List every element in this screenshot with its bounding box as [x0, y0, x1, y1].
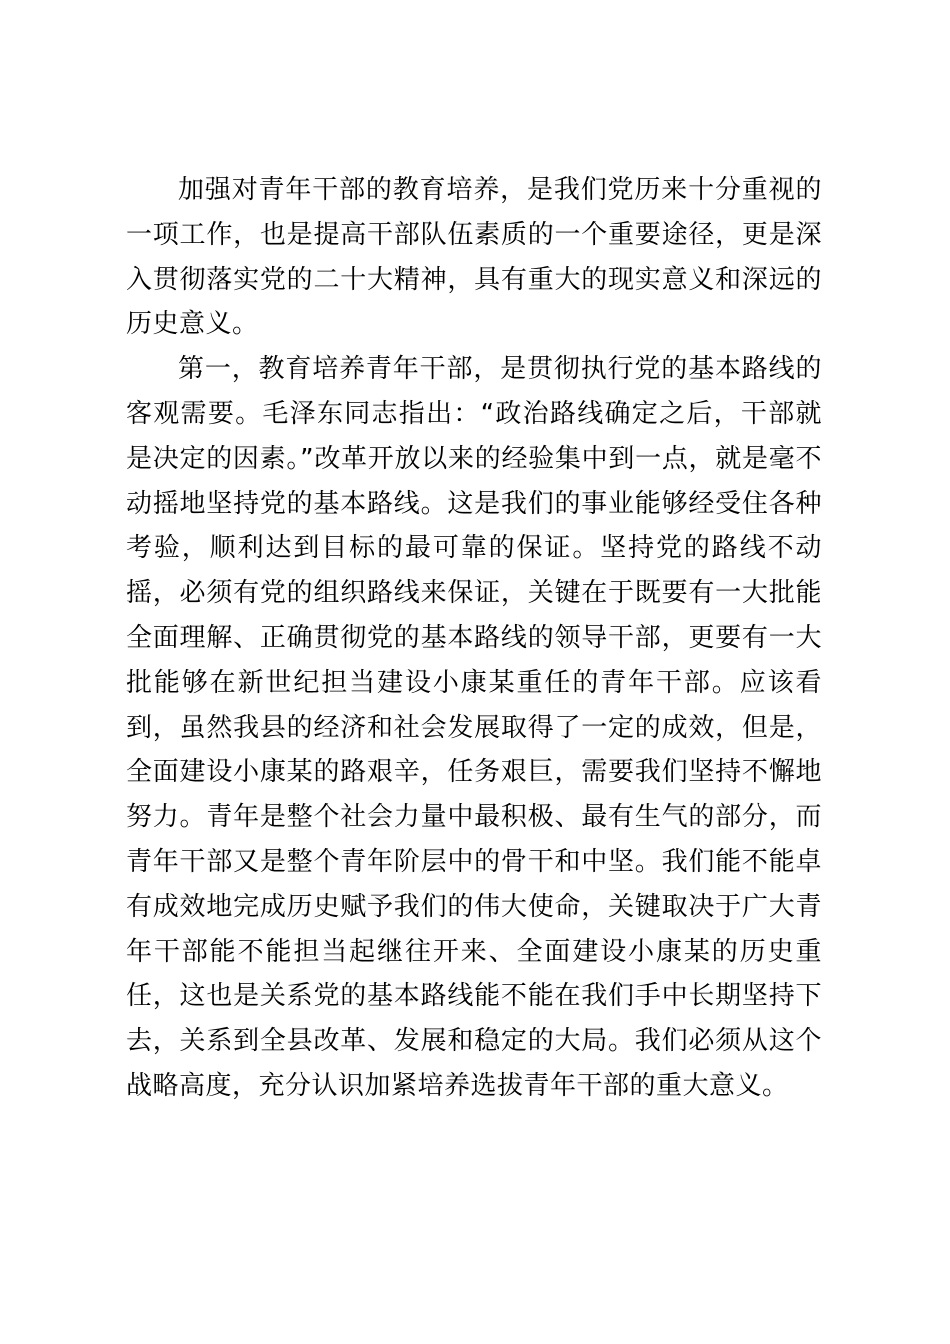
paragraph-intro: 加强对青年干部的教育培养，是我们党历来十分重视的一项工作，也是提高干部队伍素质的一个重要途径，更是深入贯彻落实党的二十大精神，具有重大的现实意义和深远的历史意义。 [126, 175, 822, 340]
paragraph-first-point: 第一，教育培养青年干部，是贯彻执行党的基本路线的客观需要。毛泽东同志指出：“政治路线确定之后，干部就是决定的因素。”改革开放以来的经验集中到一点，就是毫不动摇地坚持党的基本路线。这是我们的事业能够经受住各种考验，顺利达到目标的最可靠的保证。坚持党的路线不动摇，必须有党的组织路线来保证，关键在于既要有一大批能全面理解、正确贯彻党的基本路线的领导干部，更要有一大批能够在新世纪担当建设小康某重任的青年干部。应该看到，虽然我县的经济和社会发展取得了一定的成效，但是，全面建设小康某的路艰辛，任务艰巨，需要我们坚持不懈地努力。青年是整个社会力量中最积极、最有生气的部分，而青年干部又是整个青年阶层中的骨干和中坚。我们能不能卓有成效地完成历史赋予我们的伟大使命，关键取决于广大青年干部能不能担当起继往开来、全面建设小康某的历史重任，这也是关系党的基本路线能不能在我们手中长期坚持下去，关系到全县改革、发展和稳定的大局。我们必须从这个战略高度，充分认识加紧培养选拔青年干部的重大意义。 [126, 354, 822, 1101]
document-body [126, 168, 822, 1109]
